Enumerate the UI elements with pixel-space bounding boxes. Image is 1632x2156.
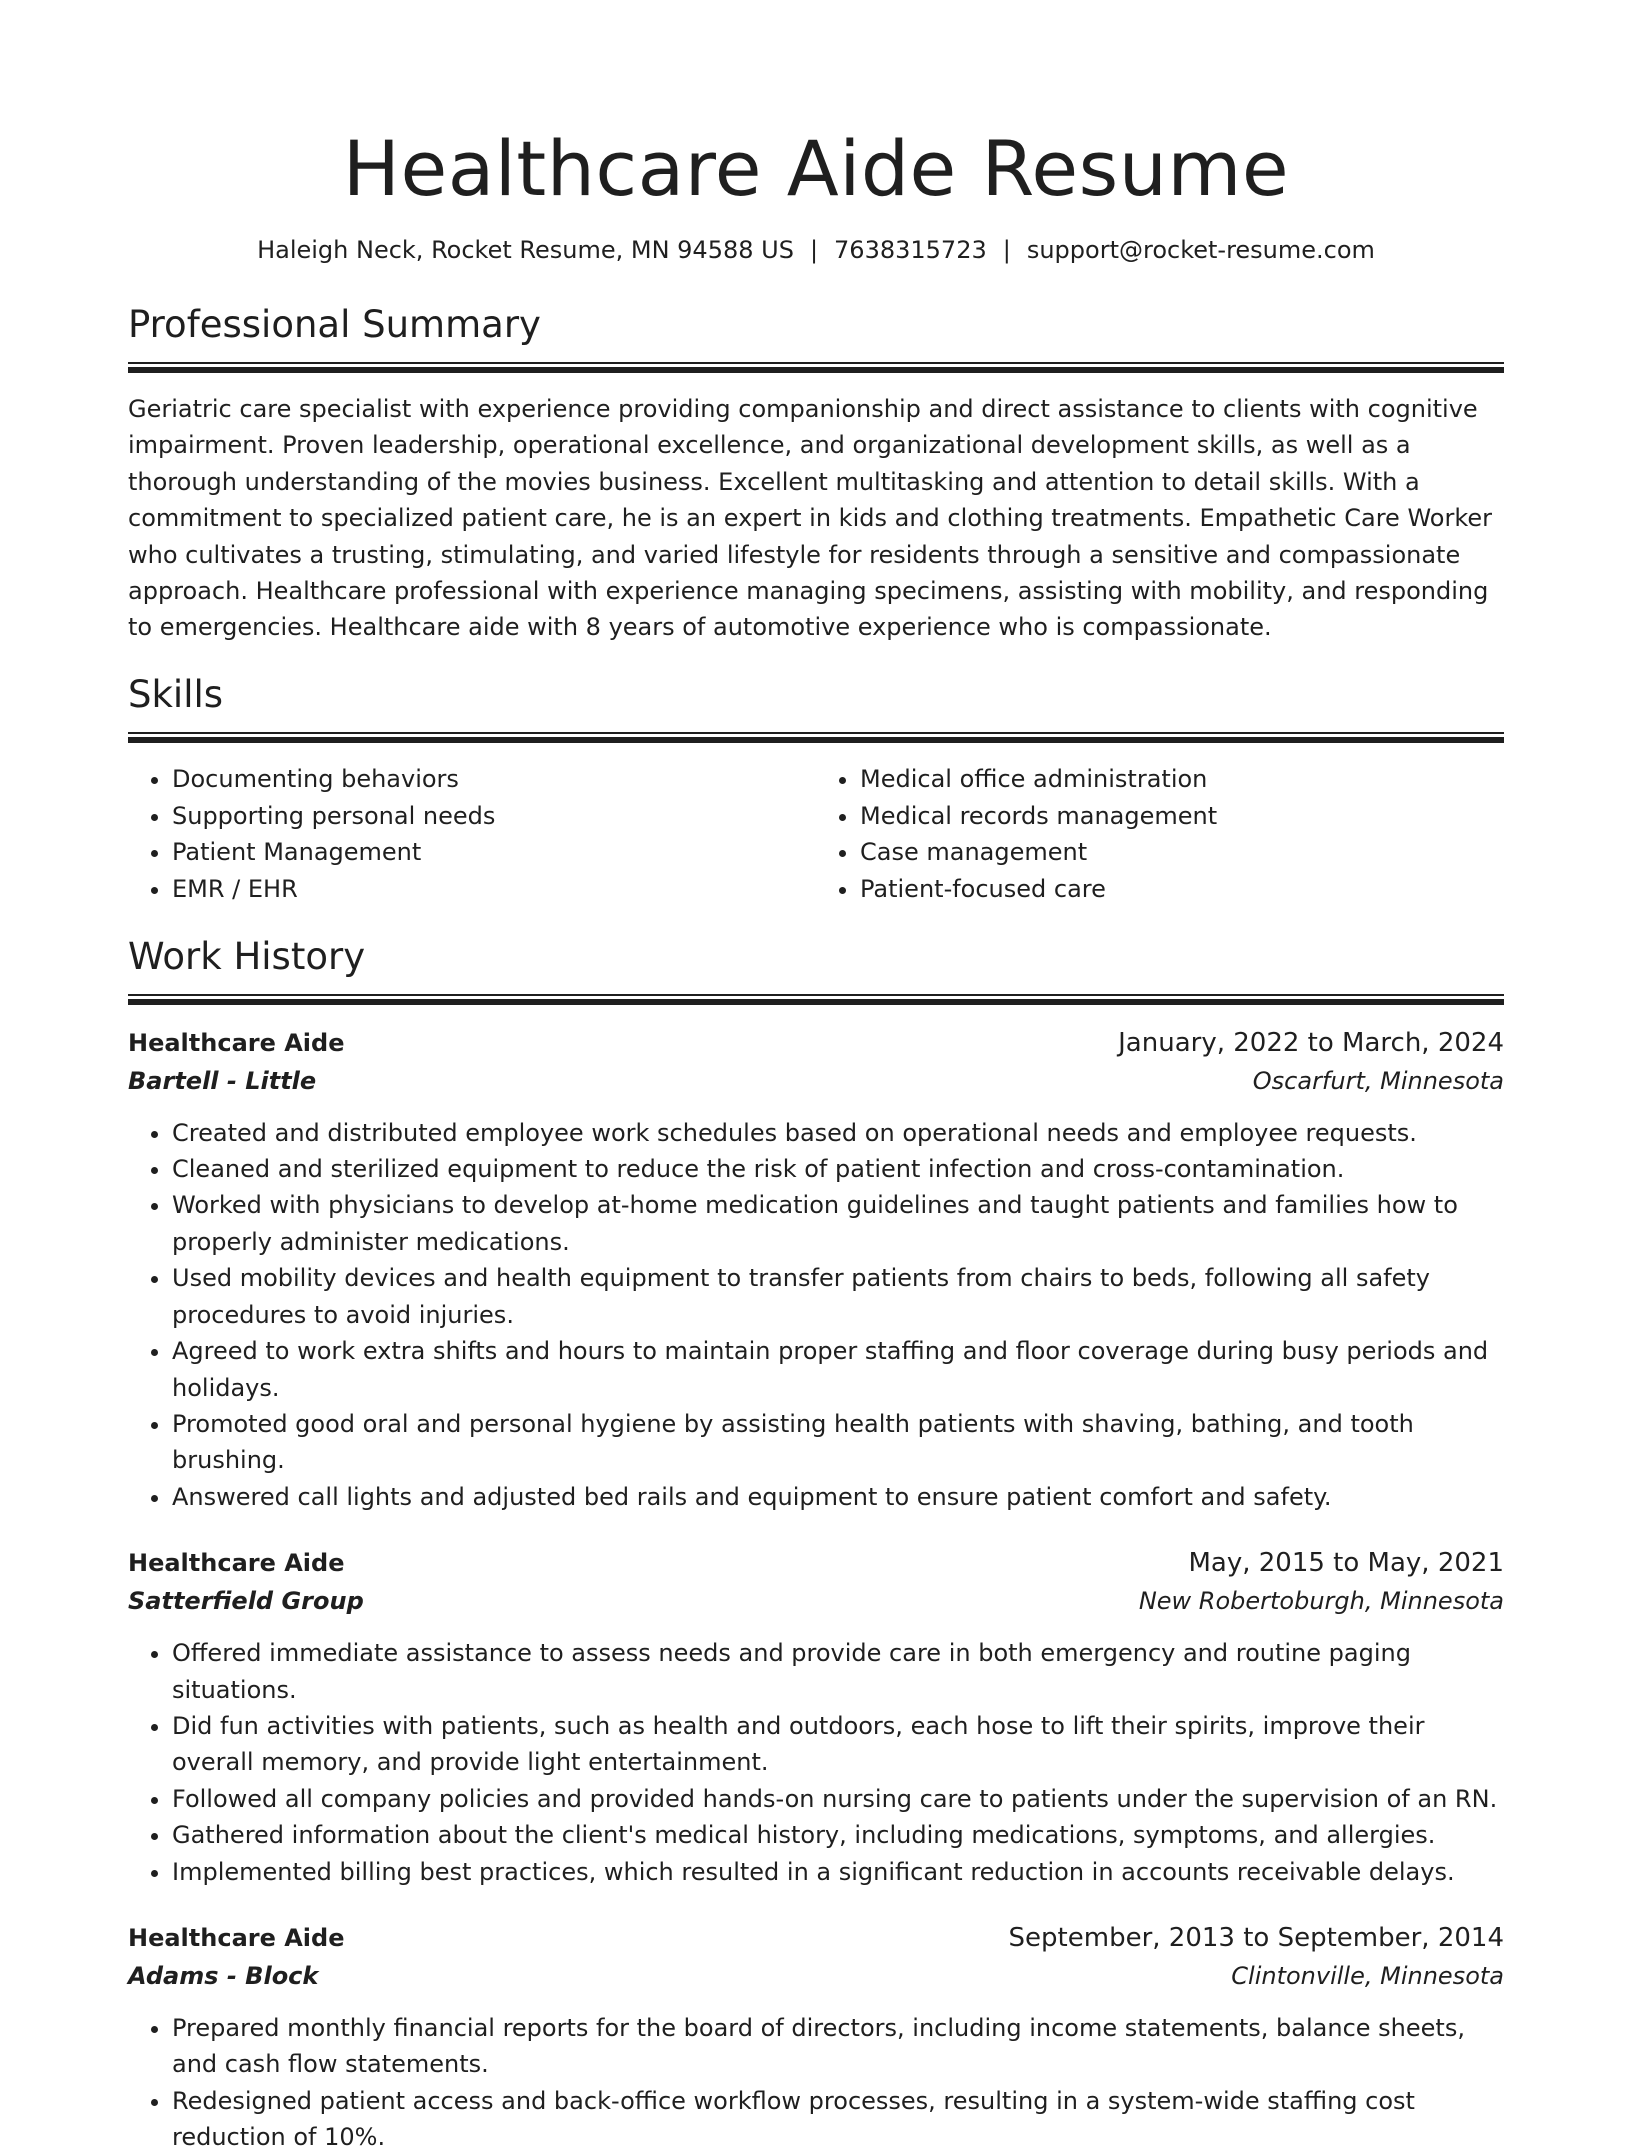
contact-address: Haleigh Neck, Rocket Resume, MN 94588 US bbox=[257, 236, 794, 264]
skill-item: • Patient Management bbox=[172, 834, 816, 871]
contact-phone: 7638315723 bbox=[834, 236, 987, 264]
job-header-row bbox=[128, 1920, 1504, 1956]
job-title: Healthcare Aide bbox=[128, 1549, 345, 1578]
contact-separator: | bbox=[1002, 236, 1011, 264]
contact-separator: | bbox=[809, 236, 819, 264]
job-dates: September, 2013 to September, 2014 bbox=[1008, 1922, 1504, 1953]
skill-item: • EMR / EHR bbox=[172, 871, 816, 908]
job-dates: January, 2022 to March, 2024 bbox=[1118, 1027, 1504, 1058]
job-entry bbox=[128, 1920, 1504, 2156]
job-header-row bbox=[128, 1545, 1504, 1581]
skill-item: • Medical records management bbox=[860, 798, 1504, 835]
job-title: Healthcare Aide bbox=[128, 1923, 345, 1952]
skills-grid bbox=[128, 761, 1504, 908]
skill-item: • Case management bbox=[860, 834, 1504, 871]
job-duties bbox=[128, 1115, 1504, 1515]
skill-item: • Patient-focused care bbox=[860, 871, 1504, 908]
section-divider bbox=[128, 732, 1504, 743]
job-duty-item: • Redesigned patient access and back-office workflow processes, resulting in a system-wide staffing cost reduction of 10%. bbox=[172, 2083, 1504, 2156]
job-duty-item: • Agreed to work extra shifts and hours to maintain proper staffing and floor coverage during busy periods and holidays. bbox=[172, 1333, 1504, 1406]
job-title: Healthcare Aide bbox=[128, 1028, 345, 1057]
job-duty-item: • Gathered information about the client's medical history, including medications, symptoms, and allergies. bbox=[172, 1817, 1504, 1853]
job-duty-item: • Used mobility devices and health equipment to transfer patients from chairs to beds, following all safety procedures to avoid injuries. bbox=[172, 1260, 1504, 1333]
contact-line bbox=[128, 234, 1504, 266]
job-company: Satterfield Group bbox=[128, 1587, 364, 1616]
contact-email: support@rocket-resume.com bbox=[1026, 236, 1375, 264]
job-company: Bartell - Little bbox=[128, 1066, 317, 1095]
job-duty-item: • Implemented billing best practices, which resulted in a significant reduction in accounts receivable delays. bbox=[172, 1854, 1504, 1890]
job-duty-item: • Created and distributed employee work schedules based on operational needs and employee requests. bbox=[172, 1115, 1504, 1151]
skills-heading: Skills bbox=[128, 672, 224, 716]
skill-item: • Supporting personal needs bbox=[172, 798, 816, 835]
job-duty-item: • Cleaned and sterilized equipment to reduce the risk of patient infection and cross-contamination. bbox=[172, 1151, 1504, 1187]
job-duties bbox=[128, 2010, 1504, 2156]
work-history-heading: Work History bbox=[128, 934, 366, 978]
job-entry bbox=[128, 1025, 1504, 1515]
skills-list-left bbox=[128, 761, 816, 908]
job-duty-item: • Promoted good oral and personal hygiene by assisting health patients with shaving, bathing, and tooth brushing. bbox=[172, 1406, 1504, 1479]
skill-item: • Documenting behaviors bbox=[172, 761, 816, 798]
summary-heading: Professional Summary bbox=[128, 303, 541, 346]
skills-list-right bbox=[816, 761, 1504, 908]
job-location: Clintonville, Minnesota bbox=[1231, 1961, 1504, 1990]
job-company-row bbox=[128, 1581, 1504, 1621]
job-duty-item: • Prepared monthly financial reports for the board of directors, including income statements, balance sheets, and cash flow statements. bbox=[172, 2010, 1504, 2083]
job-company-row bbox=[128, 1956, 1504, 1996]
section-divider bbox=[128, 362, 1504, 373]
summary-text: Geriatric care specialist with experience providing companionship and direct assistance to clients with cognitive impairment. Proven leadership, operational excellence, and organizational development skills, as well as a thorough understanding of the movies business. Excellent multitasking and attention to detail skills. With a commitment to specialized patient care, he is an expert in kids and clothing treatments. Empathetic Care Worker who cultivates a trusting, stimulating, and varied lifestyle for residents through a sensitive and compassionate approach. Healthcare professional with experience managing specimens, assisting with mobility, and responding to emergencies. Healthcare aide with 8 years of automotive experience who is compassionate. bbox=[128, 395, 1492, 642]
job-location: New Robertoburgh, Minnesota bbox=[1138, 1587, 1504, 1616]
job-dates: May, 2015 to May, 2021 bbox=[1188, 1548, 1504, 1579]
job-company-row bbox=[128, 1061, 1504, 1101]
job-duty-item: • Offered immediate assistance to assess needs and provide care in both emergency and routine paging situations. bbox=[172, 1635, 1504, 1708]
resume-title: Healthcare Aide Resume bbox=[342, 124, 1290, 213]
job-duty-item: • Did fun activities with patients, such as health and outdoors, each hose to lift their spirits, improve their overall memory, and provide light entertainment. bbox=[172, 1708, 1504, 1781]
job-entry bbox=[128, 1545, 1504, 1890]
job-header-row bbox=[128, 1025, 1504, 1061]
job-duty-item: • Worked with physicians to develop at-home medication guidelines and taught patients and families how to properly administer medications. bbox=[172, 1187, 1504, 1260]
job-location: Oscarfurt, Minnesota bbox=[1252, 1066, 1504, 1095]
job-duties bbox=[128, 1635, 1504, 1890]
job-duty-item: • Answered call lights and adjusted bed rails and equipment to ensure patient comfort and safety. bbox=[172, 1479, 1504, 1515]
job-company: Adams - Block bbox=[128, 1961, 319, 1990]
skill-item: • Medical office administration bbox=[860, 761, 1504, 798]
section-divider bbox=[128, 994, 1504, 1005]
job-duty-item: • Followed all company policies and provided hands-on nursing care to patients under the supervision of an RN. bbox=[172, 1781, 1504, 1817]
